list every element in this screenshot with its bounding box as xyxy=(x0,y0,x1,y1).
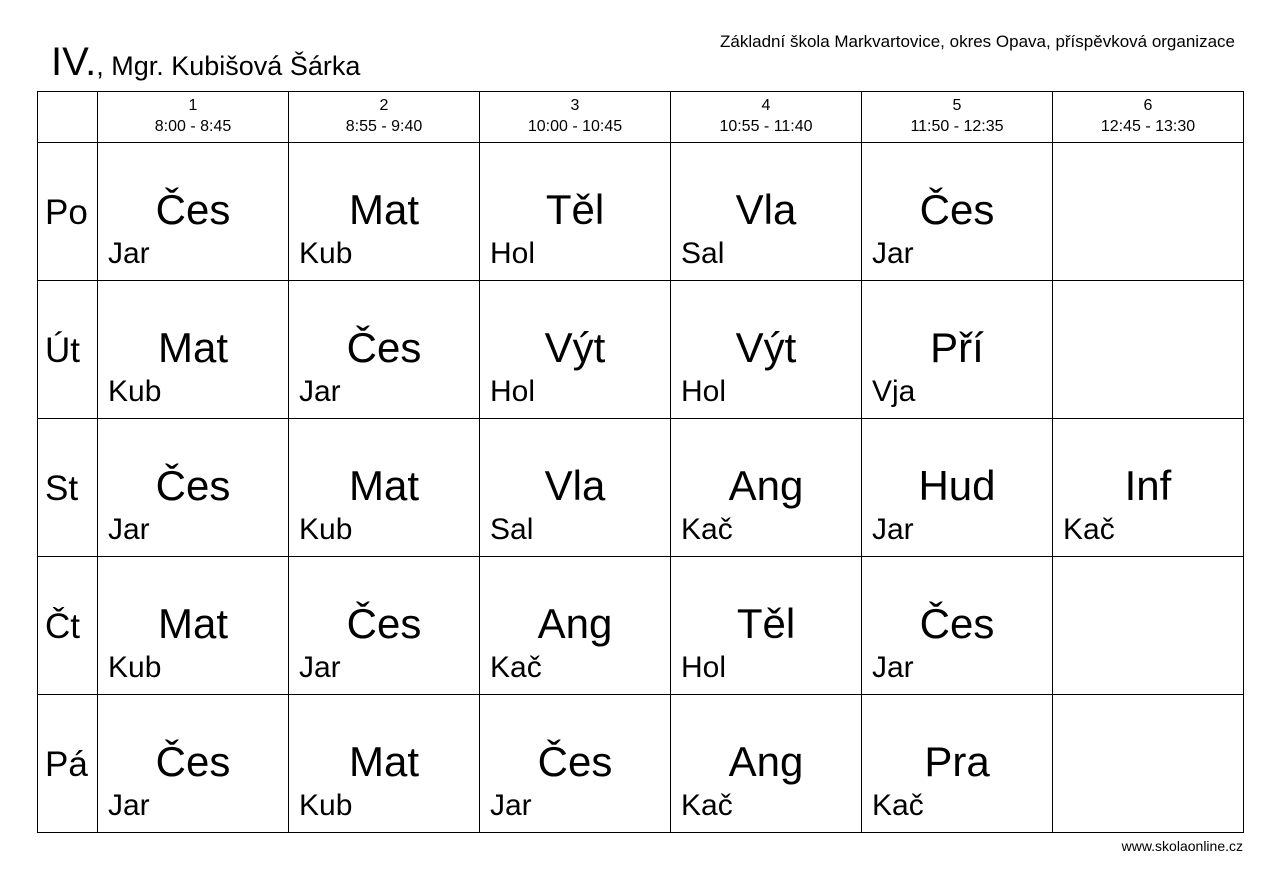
lesson-subject: Čes xyxy=(155,738,231,785)
lesson-subject: Výt xyxy=(544,324,606,371)
period-header-row xyxy=(38,92,1244,143)
period-header-1 xyxy=(98,92,289,143)
lesson-teacher: Kač xyxy=(490,651,542,684)
lesson-cell xyxy=(480,419,671,557)
lesson-teacher: Jar xyxy=(299,375,341,408)
lesson-subject: Čes xyxy=(346,600,422,647)
lesson-cell xyxy=(98,281,289,419)
period-number: 3 xyxy=(570,97,580,114)
lesson-cell xyxy=(1053,419,1244,557)
lesson-cell xyxy=(480,557,671,695)
lesson-subject: Čes xyxy=(155,462,231,509)
period-number: 4 xyxy=(761,97,771,114)
lesson-cell xyxy=(862,557,1053,695)
lesson-subject: Výt xyxy=(735,324,797,371)
lesson-subject: Inf xyxy=(1124,462,1172,509)
lesson-teacher: Hol xyxy=(490,375,536,408)
period-header-3 xyxy=(480,92,671,143)
lesson-cell xyxy=(480,695,671,833)
lesson-subject: Vla xyxy=(544,462,606,509)
lesson-teacher: Hol xyxy=(681,651,727,684)
lesson-cell xyxy=(671,143,862,281)
lesson-teacher: Hol xyxy=(681,375,727,408)
lesson-cell xyxy=(671,281,862,419)
day-cell xyxy=(38,695,98,833)
day-label: Čt xyxy=(45,607,80,646)
lesson-subject: Vla xyxy=(735,186,797,233)
lesson-cell xyxy=(671,695,862,833)
class-teacher-name: , Mgr. Kubišová Šárka xyxy=(96,51,361,81)
lesson-subject: Mat xyxy=(157,600,228,647)
lesson-subject: Mat xyxy=(348,738,419,785)
period-header-5 xyxy=(862,92,1053,143)
lesson-subject: Ang xyxy=(728,738,804,785)
lesson-teacher: Jar xyxy=(872,513,914,546)
day-label: St xyxy=(45,469,79,508)
school-name: Základní škola Markvartovice, okres Opava, příspěvková organizace xyxy=(720,32,1235,51)
period-number: 6 xyxy=(1143,97,1153,114)
lesson-subject: Těl xyxy=(545,186,605,233)
lesson-teacher: Jar xyxy=(299,651,341,684)
empty-lesson-cell xyxy=(1053,557,1244,695)
lesson-subject: Čes xyxy=(919,600,995,647)
lesson-cell xyxy=(862,695,1053,833)
lesson-cell xyxy=(98,695,289,833)
lesson-teacher: Vja xyxy=(872,375,916,408)
day-cell xyxy=(38,281,98,419)
timetable-grid xyxy=(37,91,1244,833)
empty-lesson-cell xyxy=(1053,143,1244,281)
lesson-subject: Čes xyxy=(155,186,231,233)
lesson-subject: Pra xyxy=(924,738,990,785)
period-time: 8:00 - 8:45 xyxy=(154,118,232,135)
period-time: 11:50 - 12:35 xyxy=(910,118,1004,135)
lesson-cell xyxy=(862,143,1053,281)
period-time: 10:00 - 10:45 xyxy=(527,118,623,135)
lesson-subject: Ang xyxy=(537,600,613,647)
lesson-teacher: Hol xyxy=(490,237,536,270)
period-time: 10:55 - 11:40 xyxy=(719,118,813,135)
lesson-cell xyxy=(671,419,862,557)
lesson-teacher: Jar xyxy=(490,789,532,822)
lesson-subject: Mat xyxy=(348,186,419,233)
period-number: 1 xyxy=(188,97,198,114)
lesson-teacher: Kub xyxy=(108,651,162,684)
day-row-ut xyxy=(38,281,1244,419)
lesson-teacher: Kač xyxy=(681,789,733,822)
lesson-subject: Ang xyxy=(728,462,804,509)
empty-lesson-cell xyxy=(1053,695,1244,833)
lesson-teacher: Kub xyxy=(108,375,162,408)
period-header-6 xyxy=(1053,92,1244,143)
day-cell xyxy=(38,143,98,281)
day-row-st xyxy=(38,419,1244,557)
lesson-cell xyxy=(671,557,862,695)
day-label: Pá xyxy=(45,745,88,784)
day-cell xyxy=(38,557,98,695)
lesson-subject: Čes xyxy=(537,738,613,785)
lesson-teacher: Jar xyxy=(872,651,914,684)
lesson-cell xyxy=(98,419,289,557)
period-header-4 xyxy=(671,92,862,143)
lesson-cell xyxy=(480,281,671,419)
corner-cell xyxy=(38,92,98,143)
lesson-cell xyxy=(862,281,1053,419)
period-number: 5 xyxy=(952,97,962,114)
lesson-cell xyxy=(98,557,289,695)
lesson-teacher: Kač xyxy=(872,789,924,822)
lesson-subject: Čes xyxy=(346,324,422,371)
timetable-title xyxy=(51,42,360,82)
period-number: 2 xyxy=(379,97,389,114)
day-row-pa xyxy=(38,695,1244,833)
lesson-cell xyxy=(480,143,671,281)
period-header-2 xyxy=(289,92,480,143)
lesson-teacher: Kub xyxy=(299,789,353,822)
lesson-teacher: Kač xyxy=(1063,513,1115,546)
day-label: Út xyxy=(45,331,80,370)
lesson-subject: Pří xyxy=(930,324,984,371)
period-time: 8:55 - 9:40 xyxy=(345,118,423,135)
day-cell xyxy=(38,419,98,557)
class-name: IV. xyxy=(51,40,97,84)
lesson-teacher: Sal xyxy=(490,513,534,546)
lesson-teacher: Sal xyxy=(681,237,725,270)
lesson-cell xyxy=(289,557,480,695)
lesson-subject: Těl xyxy=(736,600,796,647)
lesson-teacher: Kub xyxy=(299,237,353,270)
lesson-teacher: Jar xyxy=(108,237,150,270)
lesson-cell xyxy=(289,143,480,281)
day-row-ct xyxy=(38,557,1244,695)
lesson-teacher: Jar xyxy=(872,237,914,270)
lesson-teacher: Kub xyxy=(299,513,353,546)
source-url: www.skolaonline.cz xyxy=(1121,838,1243,854)
lesson-cell xyxy=(289,419,480,557)
lesson-cell xyxy=(289,695,480,833)
empty-lesson-cell xyxy=(1053,281,1244,419)
lesson-teacher: Jar xyxy=(108,513,150,546)
lesson-teacher: Kač xyxy=(681,513,733,546)
lesson-cell xyxy=(289,281,480,419)
lesson-subject: Čes xyxy=(919,186,995,233)
lesson-teacher: Jar xyxy=(108,789,150,822)
period-time: 12:45 - 13:30 xyxy=(1100,118,1196,135)
lesson-subject: Mat xyxy=(157,324,228,371)
lesson-cell xyxy=(862,419,1053,557)
lesson-cell xyxy=(98,143,289,281)
day-row-po xyxy=(38,143,1244,281)
lesson-subject: Hud xyxy=(918,462,996,509)
day-label: Po xyxy=(45,193,88,232)
lesson-subject: Mat xyxy=(348,462,419,509)
